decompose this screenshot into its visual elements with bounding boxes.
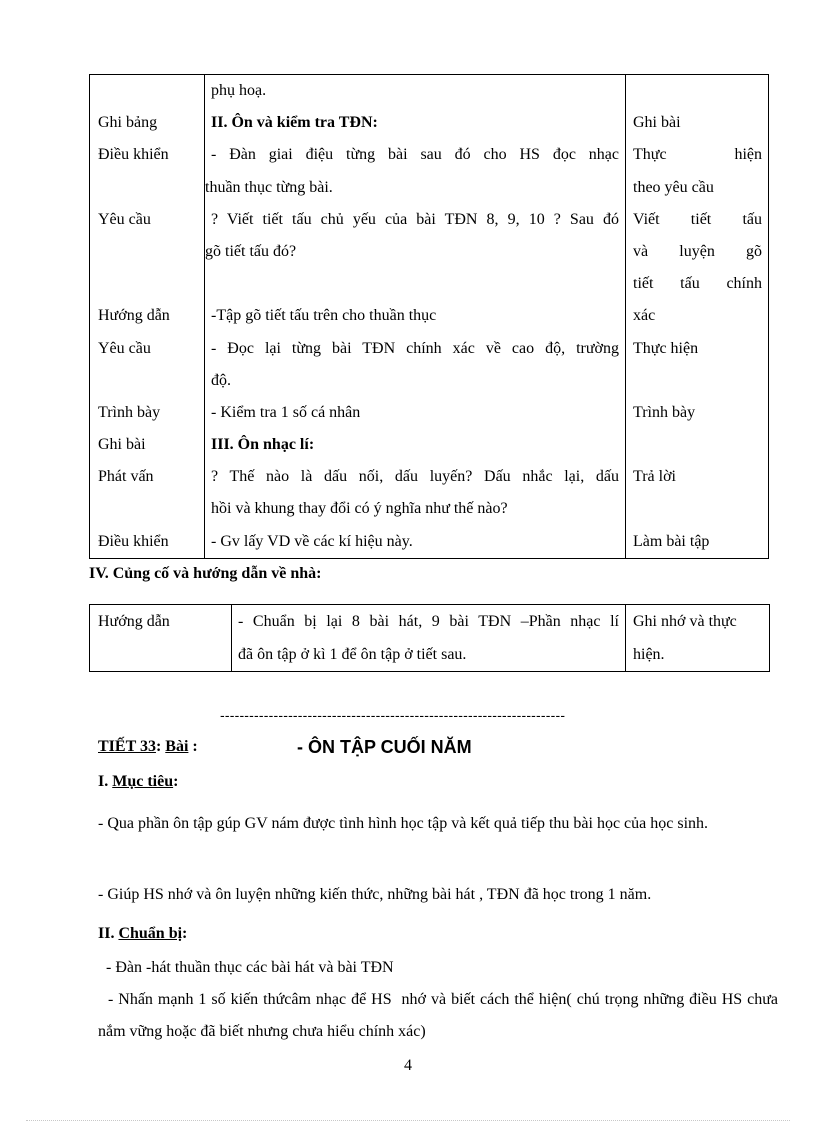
cell-line: Viết tiết tấu	[633, 210, 762, 228]
cell-line: gõ tiết tấu đó?	[205, 242, 297, 260]
cell-line: hồi và khung thay đổi có ý nghĩa như thế nào?	[211, 500, 508, 518]
cell-line: ? Viết tiết tấu chủ yếu của bài TĐN 8, 9, 10 ? Sau đó	[211, 210, 619, 228]
lesson-sep: :	[155, 738, 162, 755]
cell-line	[90, 493, 204, 525]
lesson-bai: Bài	[165, 738, 189, 755]
cell-line: xác	[633, 307, 656, 325]
section-iv-heading: IV. Củng cố và hướng dẫn về nhà:	[89, 565, 322, 582]
cell-line: theo yêu cầu	[633, 178, 714, 196]
heading-suffix: :	[182, 925, 188, 942]
heading-underlined: Chuẩn bị	[118, 925, 183, 942]
page-bottom-border	[26, 1120, 790, 1121]
cell-line	[90, 268, 204, 300]
cell-line: Ghi bài	[98, 436, 146, 454]
cell-line: Làm bài tập	[633, 532, 710, 550]
cell-line: Hướng dẫn	[98, 613, 170, 630]
cell-line: Ghi bảng	[98, 114, 158, 132]
objectives-paragraph-1: - Qua phần ôn tập gúp GV nám được tình hình học tập và kết quả tiếp thu bài học của học sinh.	[98, 815, 709, 832]
cell-line: Thực hiện	[633, 339, 699, 357]
cell-line: Hướng dẫn	[98, 307, 170, 325]
lesson-title: - ÔN TẬP CUỐI NĂM	[297, 737, 472, 757]
cell-line: Yêu cầu	[98, 339, 151, 357]
lesson-activity-table	[89, 74, 769, 559]
cell-line	[90, 75, 204, 107]
cell-line	[626, 75, 768, 107]
cell-line: Yêu cầu	[98, 210, 151, 228]
cell-line: Phát vấn	[98, 468, 154, 486]
section-heading: III. Ôn nhạc lí:	[211, 436, 315, 454]
cell-line: ? Thế nào là dấu nối, dấu luyến? Dấu nhắc lại, dấu	[211, 468, 619, 486]
cell-line: -Tập gõ tiết tấu trên cho thuần thục	[211, 307, 437, 325]
teacher-activity-column	[90, 75, 205, 559]
content-column	[232, 605, 626, 672]
preparation-heading	[98, 925, 187, 943]
cell-line: và luyện gõ	[633, 242, 762, 260]
cell-line	[90, 365, 204, 397]
cell-line	[626, 429, 768, 461]
cell-line: Ghi nhớ và thực	[633, 613, 737, 630]
page-number: 4	[404, 1057, 412, 1074]
cell-line: hiện.	[633, 646, 665, 663]
lesson-colon: :	[188, 738, 198, 755]
cell-line: đã ôn tập ở kì 1 để ôn tập ở tiết sau.	[238, 646, 467, 663]
cell-line: tiết tấu chính	[633, 275, 762, 293]
student-activity-column	[626, 75, 769, 559]
cell-line: Trình bày	[633, 403, 696, 421]
cell-line: phụ hoạ.	[211, 82, 267, 99]
cell-line: thuần thục từng bài.	[205, 178, 333, 196]
objectives-heading	[98, 773, 178, 791]
cell-line	[205, 268, 625, 300]
heading-prefix: I.	[98, 773, 113, 790]
cell-line: Điều khiển	[98, 532, 169, 550]
cell-line: độ.	[211, 371, 231, 389]
cell-line: Trả lời	[633, 468, 676, 486]
cell-line: Thực hiện	[633, 146, 762, 164]
heading-prefix: II.	[98, 925, 119, 942]
preparation-paragraph-1: - Đàn -hát thuần thục các bài hát và bài TĐN	[98, 959, 394, 976]
student-activity-column	[626, 605, 770, 672]
cell-line	[90, 172, 204, 204]
teacher-activity-column	[90, 605, 232, 672]
section-heading: II. Ôn và kiểm tra TĐN:	[211, 114, 378, 132]
heading-suffix: :	[173, 773, 179, 790]
content-column	[205, 75, 626, 559]
section-divider: -----------------------------------------------------------------------	[220, 707, 566, 723]
cell-line: Ghi bài	[633, 114, 681, 132]
cell-line: - Đọc lại từng bài TĐN chính xác về cao độ, trường	[211, 339, 619, 357]
heading-underlined: Mục tiêu	[112, 773, 174, 790]
homework-table	[89, 604, 770, 672]
cell-line	[626, 365, 768, 397]
cell-line	[626, 493, 768, 525]
cell-line: - Kiểm tra 1 số cá nhân	[211, 403, 361, 421]
lesson-number: TIẾT 33	[98, 738, 156, 755]
cell-line	[90, 236, 204, 268]
lesson-label	[98, 738, 198, 756]
cell-line: - Gv lấy VD về các kí hiệu này.	[211, 532, 413, 550]
objectives-paragraph-2: - Giúp HS nhớ và ôn luyện những kiến thức, những bài hát , TĐN đã học trong 1 năm.	[98, 886, 652, 903]
cell-line: - Chuẩn bị lại 8 bài hát, 9 bài TĐN –Phần nhạc lí	[238, 613, 619, 630]
cell-line	[90, 638, 231, 671]
cell-line: Trình bày	[98, 403, 161, 421]
cell-line: - Đàn giai điệu từng bài sau đó cho HS đọc nhạc	[211, 146, 619, 164]
cell-line: Điều khiển	[98, 146, 169, 164]
preparation-paragraph-2: - Nhấn mạnh 1 số kiến thứcâm nhạc để HS nhớ và biết cách thể hiện( chú trọng những điều HS chưa nắm vững hoặc đã biết nhưng chưa hiểu chính xác)	[98, 991, 783, 1040]
